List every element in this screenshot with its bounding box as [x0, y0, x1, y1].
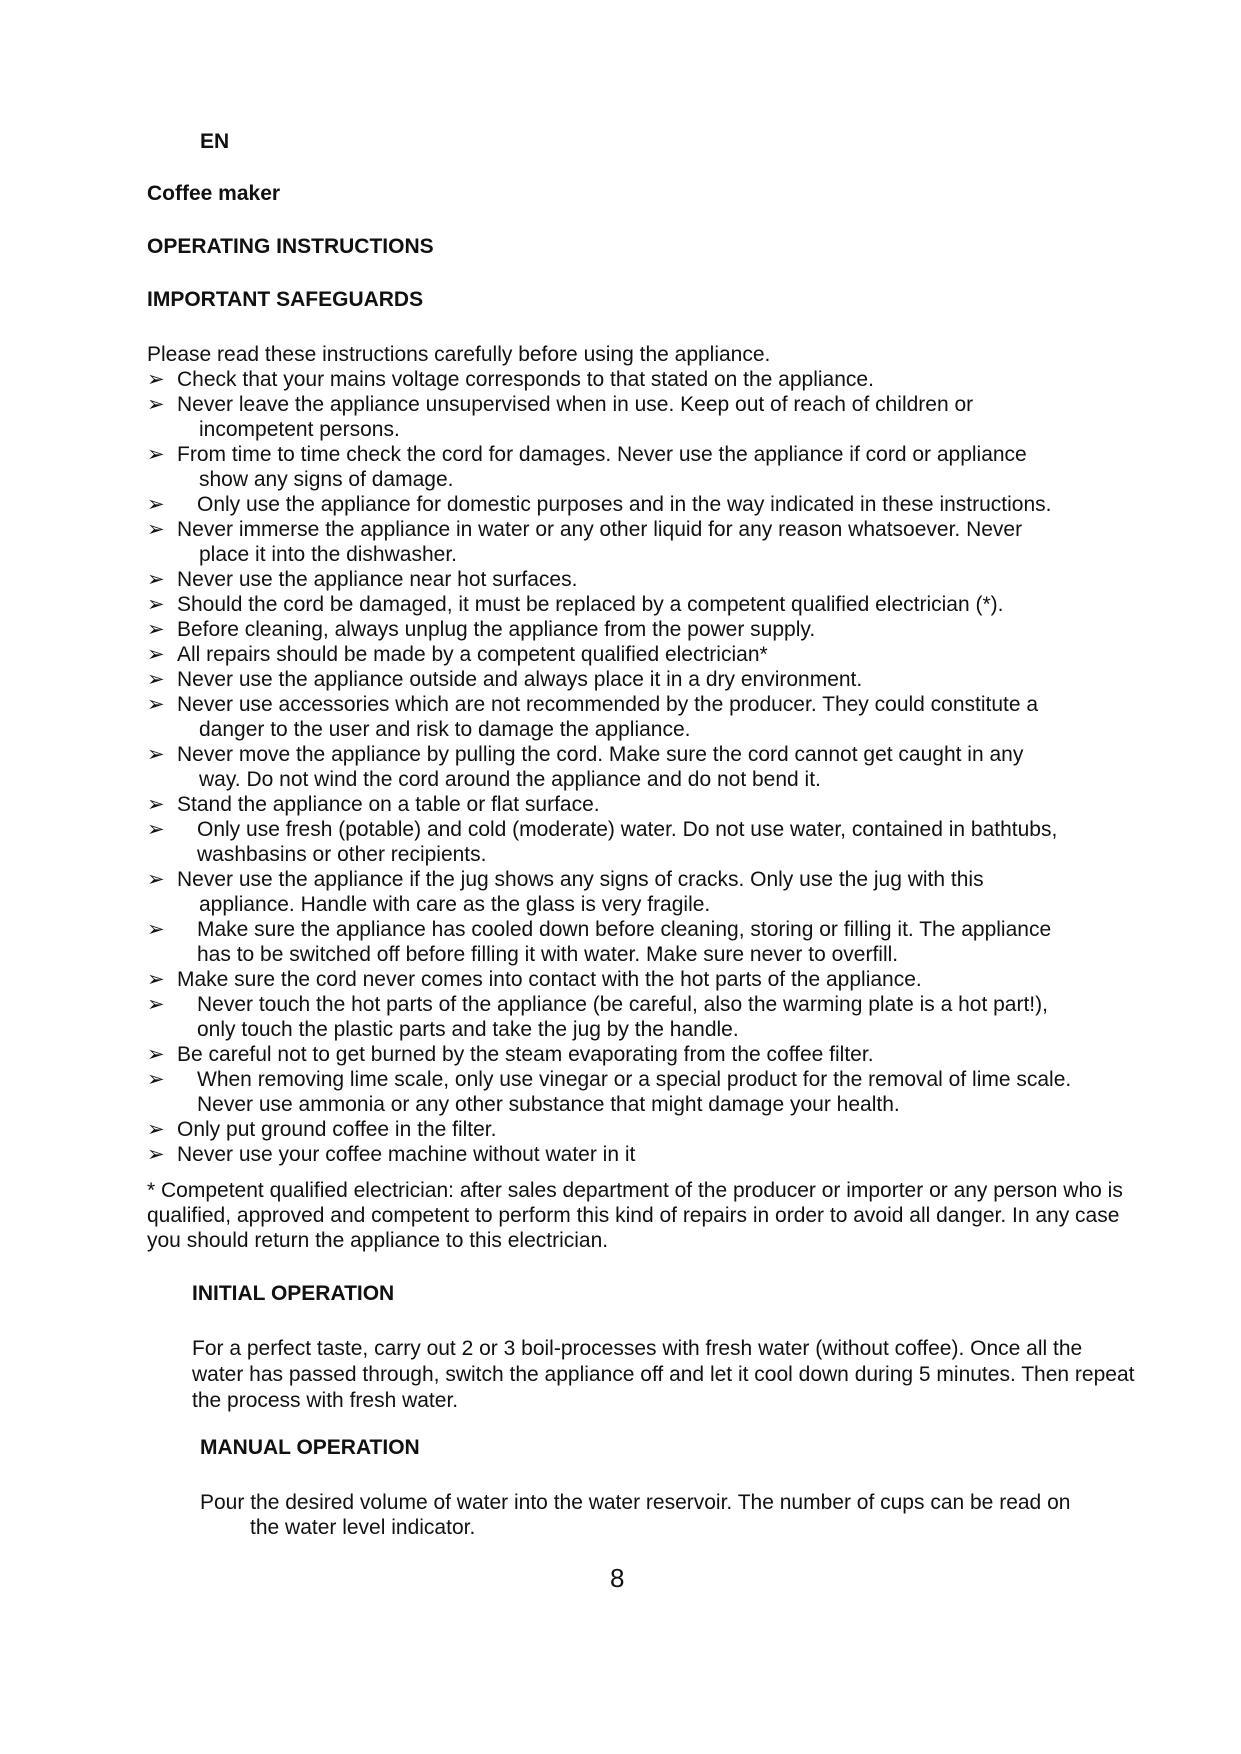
- list-item: ➢ Never use the appliance near hot surfaces.: [147, 568, 578, 591]
- list-item: ➢ Before cleaning, always unplug the appliance from the power supply.: [147, 618, 816, 641]
- bullet-arrow-icon: ➢: [147, 793, 165, 816]
- list-item: ➢ Never immerse the appliance in water or any other liquid for any reason whatsoever. Never place it into the dishwasher.: [147, 518, 1023, 566]
- list-item: ➢ Never touch the hot parts of the appliance (be careful, also the warming plate is a hot part!), only touch the plastic parts and take the jug by the handle.: [147, 993, 1048, 1041]
- bullet-arrow-icon: ➢: [147, 818, 165, 841]
- bullet-arrow-icon: ➢: [147, 918, 165, 941]
- list-item: ➢ Should the cord be damaged, it must be replaced by a competent qualified electrician (*).: [147, 593, 1004, 616]
- list-item: ➢ Make sure the cord never comes into contact with the hot parts of the appliance.: [147, 968, 922, 991]
- bullet-arrow-icon: ➢: [147, 743, 165, 766]
- page-number: 8: [610, 1563, 625, 1593]
- bullet-arrow-icon: ➢: [147, 868, 165, 891]
- list-item: ➢ Never use the appliance outside and always place it in a dry environment.: [147, 668, 863, 691]
- manual-operation-heading: MANUAL OPERATION: [200, 1436, 420, 1459]
- bullet-arrow-icon: ➢: [147, 968, 165, 991]
- bullet-arrow-icon: ➢: [147, 1068, 165, 1091]
- list-item: ➢ Stand the appliance on a table or flat surface.: [147, 793, 600, 816]
- initial-operation-heading: INITIAL OPERATION: [192, 1282, 395, 1305]
- safeguards-list: [147, 367, 1127, 1167]
- list-item: ➢ All repairs should be made by a competent qualified electrician*: [147, 643, 768, 666]
- list-item: ➢ Never leave the appliance unsupervised when in use. Keep out of reach of children or incompetent persons.: [147, 393, 974, 441]
- bullet-arrow-icon: ➢: [147, 518, 165, 541]
- bullet-arrow-icon: ➢: [147, 393, 165, 416]
- initial-operation-text: For a perfect taste, carry out 2 or 3 boil-processes with fresh water (without coffee). Once all the water has passed through, switch the appliance off and let it cool down during 5 minutes. Then repeat the process with fresh water.: [192, 1337, 1135, 1412]
- bullet-arrow-icon: ➢: [147, 568, 165, 591]
- list-item: ➢ Make sure the appliance has cooled down before cleaning, storing or filling it. The appliance has to be switched off before filling it with water. Make sure never to overfill.: [147, 918, 1052, 966]
- manual-operation-text: Pour the desired volume of water into the water reservoir. The number of cups can be read on the water level indicator.: [200, 1491, 1071, 1539]
- product-title: Coffee maker: [147, 182, 281, 205]
- list-item: ➢ Check that your mains voltage corresponds to that stated on the appliance.: [147, 368, 874, 391]
- electrician-footnote: * Competent qualified electrician: after sales department of the producer or importer or any person who is qualified, approved and competent to perform this kind of repairs in order to avoid all danger. In any case you should return the appliance to this electrician.: [147, 1179, 1123, 1252]
- bullet-arrow-icon: ➢: [147, 618, 165, 641]
- bullet-arrow-icon: ➢: [147, 643, 165, 666]
- language-code: EN: [200, 130, 230, 153]
- bullet-arrow-icon: ➢: [147, 668, 165, 691]
- list-item: ➢ Never use accessories which are not recommended by the producer. They could constitute a danger to the user and risk to damage the appliance.: [147, 693, 1039, 741]
- bullet-arrow-icon: ➢: [147, 593, 165, 616]
- list-item: ➢ Only use the appliance for domestic purposes and in the way indicated in these instructions.: [147, 493, 1052, 516]
- list-item: ➢ From time to time check the cord for damages. Never use the appliance if cord or appliance show any signs of damage.: [147, 443, 1027, 491]
- list-item: ➢ Never use the appliance if the jug shows any signs of cracks. Only use the jug with this appliance. Handle with care as the glass is very fragile.: [147, 868, 984, 916]
- list-item: ➢ When removing lime scale, only use vinegar or a special product for the removal of lime scale. Never use ammonia or any other substance that might damage your health.: [147, 1068, 1072, 1116]
- bullet-arrow-icon: ➢: [147, 693, 165, 716]
- intro-text: Please read these instructions carefully before using the appliance.: [147, 343, 771, 366]
- list-item: ➢ Only put ground coffee in the filter.: [147, 1118, 497, 1141]
- list-item: ➢ Be careful not to get burned by the steam evaporating from the coffee filter.: [147, 1043, 874, 1066]
- instructions-heading: OPERATING INSTRUCTIONS: [147, 235, 434, 258]
- bullet-arrow-icon: ➢: [147, 493, 165, 516]
- bullet-arrow-icon: ➢: [147, 1043, 165, 1066]
- list-item: ➢ Never use your coffee machine without water in it: [147, 1143, 636, 1166]
- bullet-arrow-icon: ➢: [147, 1143, 165, 1166]
- bullet-arrow-icon: ➢: [147, 443, 165, 466]
- list-item: ➢ Only use fresh (potable) and cold (moderate) water. Do not use water, contained in bathtubs, washbasins or other recipients.: [147, 818, 1058, 866]
- bullet-arrow-icon: ➢: [147, 1118, 165, 1141]
- list-item: ➢ Never move the appliance by pulling the cord. Make sure the cord cannot get caught in any way. Do not wind the cord around the appliance and do not bend it.: [147, 743, 1024, 791]
- bullet-arrow-icon: ➢: [147, 993, 165, 1016]
- bullet-arrow-icon: ➢: [147, 368, 165, 391]
- safeguards-heading: IMPORTANT SAFEGUARDS: [147, 288, 424, 311]
